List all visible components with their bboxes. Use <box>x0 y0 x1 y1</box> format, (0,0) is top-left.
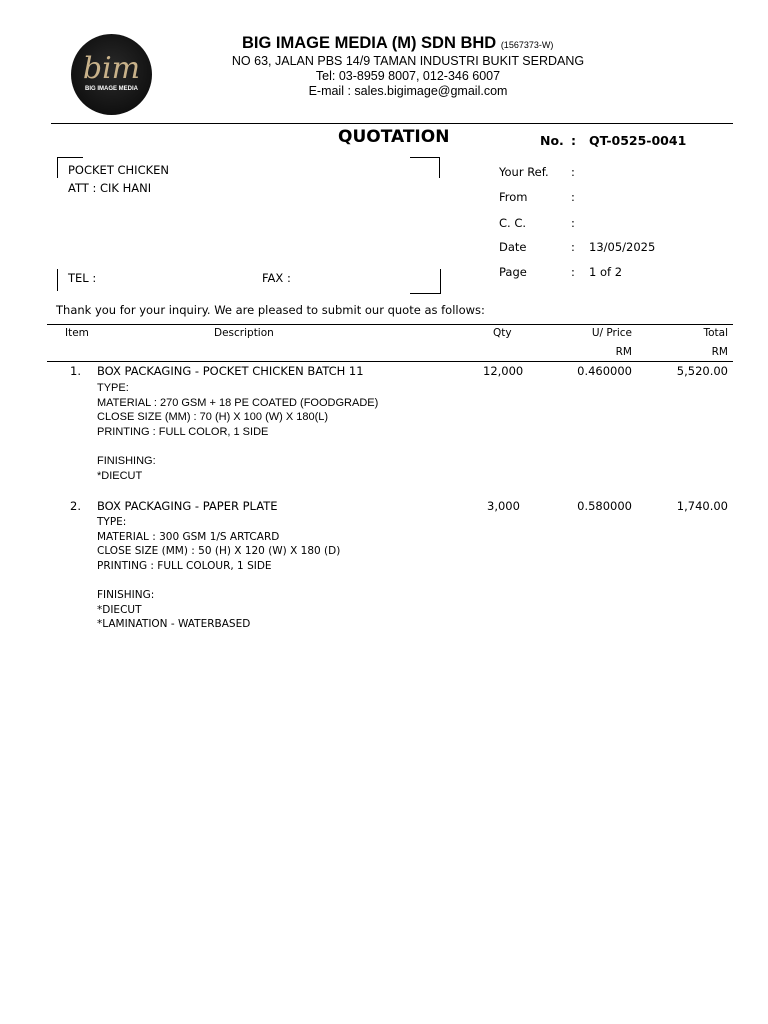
quote-no-label: No. <box>540 133 564 148</box>
header-divider <box>51 123 733 124</box>
meta-value-page: 1 of 2 <box>589 265 623 279</box>
company-tel: Tel: 03-8959 8007, 012-346 6007 <box>315 69 501 83</box>
company-logo <box>71 34 152 115</box>
detail-line: TYPE: <box>97 382 129 394</box>
customer-tel-label: TEL : <box>68 271 97 285</box>
bracket-bottom-left <box>57 269 59 291</box>
quote-no-colon: : <box>571 133 576 148</box>
detail-line: MATERIAL : 270 GSM + 18 PE COATED (FOODGRADE) <box>97 396 379 409</box>
column-header-description: Description <box>214 327 274 339</box>
meta-label-page: Page <box>499 265 527 279</box>
row-details <box>97 515 340 632</box>
row-item-number: 1. <box>70 364 81 378</box>
meta-colon: : <box>571 165 575 179</box>
row-title: BOX PACKAGING - PAPER PLATE <box>97 499 278 513</box>
row-unit-price: 0.580000 <box>577 499 632 513</box>
table-top-rule <box>47 324 733 325</box>
meta-label-cc: C. C. <box>499 216 527 230</box>
row-qty: 12,000 <box>483 364 524 378</box>
row-total: 1,740.00 <box>676 499 728 513</box>
detail-line: MATERIAL : 300 GSM 1/S ARTCARD <box>97 530 280 543</box>
row-title: BOX PACKAGING - POCKET CHICKEN BATCH 11 <box>97 364 364 378</box>
logo-text: bim <box>82 51 141 86</box>
detail-line: PRINTING : FULL COLOR, 1 SIDE <box>97 425 269 438</box>
detail-spacer <box>97 439 378 454</box>
detail-spacer <box>97 573 340 588</box>
meta-label-from: From <box>499 190 528 204</box>
row-total: 5,520.00 <box>676 364 728 378</box>
detail-line: TYPE: <box>97 516 127 528</box>
detail-line: *DIECUT <box>97 603 142 616</box>
meta-colon: : <box>571 190 575 204</box>
column-header-unit-price: U/ Price <box>591 327 632 339</box>
meta-colon: : <box>571 265 575 279</box>
detail-line: *LAMINATION - WATERBASED <box>97 618 251 631</box>
column-header-qty: Qty <box>493 327 512 339</box>
customer-fax-label: FAX : <box>262 271 291 285</box>
company-reg-no: (1567373-W) <box>500 40 554 50</box>
column-header-total-currency: RM <box>711 346 728 358</box>
column-header-unit-price-currency: RM <box>615 346 632 358</box>
column-header-total: Total <box>703 327 728 339</box>
detail-line: PRINTING : FULL COLOUR, 1 SIDE <box>97 559 272 572</box>
company-address: NO 63, JALAN PBS 14/9 TAMAN INDUSTRI BUKIT SERDANG <box>231 54 585 68</box>
detail-line: *DIECUT <box>97 469 143 482</box>
detail-line: FINISHING: <box>97 454 156 467</box>
customer-attention: ATT : CIK HANI <box>68 181 152 195</box>
row-item-number: 2. <box>70 499 81 513</box>
bracket-bottom-right <box>410 269 441 294</box>
row-qty: 3,000 <box>487 499 520 513</box>
company-email: E-mail : sales.bigimage@gmail.com <box>308 84 508 98</box>
column-header-item: Item <box>65 327 89 339</box>
detail-line: FINISHING: <box>97 588 155 601</box>
meta-label-your-ref: Your Ref. <box>499 165 549 179</box>
detail-line: CLOSE SIZE (MM) : 70 (H) X 100 (W) X 180(L) <box>97 411 329 424</box>
meta-colon: : <box>571 240 575 254</box>
meta-value-date: 13/05/2025 <box>589 240 656 254</box>
detail-line: CLOSE SIZE (MM) : 50 (H) X 120 (W) X 180 (D) <box>97 545 341 558</box>
bracket-top-right <box>410 157 440 178</box>
document-title: QUOTATION <box>338 127 450 147</box>
customer-name: POCKET CHICKEN <box>68 163 170 177</box>
intro-text: Thank you for your inquiry. We are pleased to submit our quote as follows: <box>56 303 485 317</box>
company-name-line <box>242 34 553 53</box>
meta-colon: : <box>571 216 575 230</box>
company-name: BIG IMAGE MEDIA (M) SDN BHD <box>242 34 497 52</box>
row-unit-price: 0.460000 <box>577 364 632 378</box>
logo-mark-icon <box>71 34 152 115</box>
table-header-rule <box>47 361 733 362</box>
row-details <box>97 381 378 483</box>
meta-label-date: Date <box>499 240 527 254</box>
quote-number: QT-0525-0041 <box>589 133 687 148</box>
logo-subtext: BIG IMAGE MEDIA <box>84 86 138 92</box>
